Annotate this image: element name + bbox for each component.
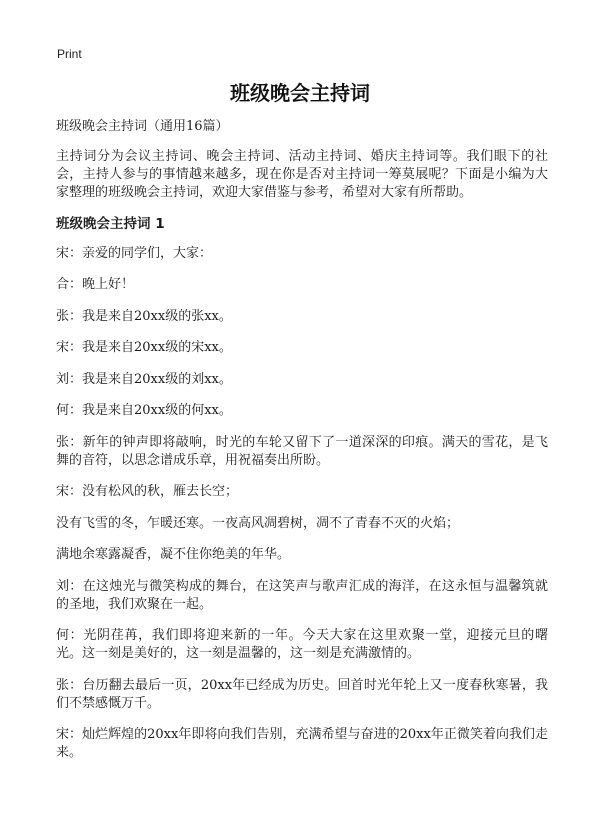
script-line: 满地余寒露凝香，凝不住你绝美的年华。 [56, 547, 291, 562]
intro-paragraph: 主持词分为会议主持词、晚会主持词、活动主持词、婚庆主持词等。我们眼下的社会，主持人参与的事情越来越多，现在你是否对主持词一筹莫展呢？下面是小编为大家整理的班级晚会主持词，欢迎大家借鉴与参考，希望对大家有所帮助。 [56, 149, 548, 200]
script-line: 宋：没有松风的秋，雁去长空； [56, 484, 239, 499]
article-body [56, 118, 548, 776]
print-link[interactable]: Print [57, 47, 82, 61]
script-line: 没有飞雪的冬，乍暖还寒。一夜高风凋碧树，凋不了青春不灭的火焰； [56, 515, 460, 531]
script-line: 宋：灿烂辉煌的20xx年即将向我们告别，充满希望与奋进的20xx年正微笑着向我们走来。 [56, 727, 548, 760]
page-title: 班级晚会主持词 [230, 81, 370, 105]
script-line: 张：我是来自20xx级的张xx。 [56, 308, 232, 324]
script-line: 张：台历翻去最后一页，20xx年已经成为历史。回首时光年轮上又一度春秋寒暑，我们不禁感慨万千。 [56, 677, 548, 711]
article-subtitle: 班级晚会主持词（通用16篇） [56, 119, 229, 134]
script-line: 刘：我是来自20xx级的刘xx。 [56, 371, 232, 387]
script-line: 何：光阴荏苒，我们即将迎来新的一年。今天大家在这里欢聚一堂，迎接元旦的曙光。这一刻是美好的，这一刻是温馨的，这一刻是充满激情的。 [56, 628, 548, 661]
script-line: 刘：在这烛光与微笑构成的舞台，在这笑声与歌声汇成的海洋，在这永恒与温馨筑就的圣地，我们欢聚在一起。 [56, 578, 548, 612]
section-heading: 班级晚会主持词 1 [56, 215, 165, 232]
script-line: 宋：亲爱的同学们，大家： [56, 245, 213, 261]
script-line: 何：我是来自20xx级的何xx。 [56, 403, 232, 418]
script-line: 宋：我是来自20xx级的宋xx。 [56, 340, 232, 355]
script-line: 合：晚上好！ [56, 277, 135, 292]
script-line: 张：新年的钟声即将敲响，时光的车轮又留下了一道深深的印痕。满天的雪花，是飞舞的音符，以思念谱成乐章，用祝福奏出所盼。 [56, 434, 548, 468]
